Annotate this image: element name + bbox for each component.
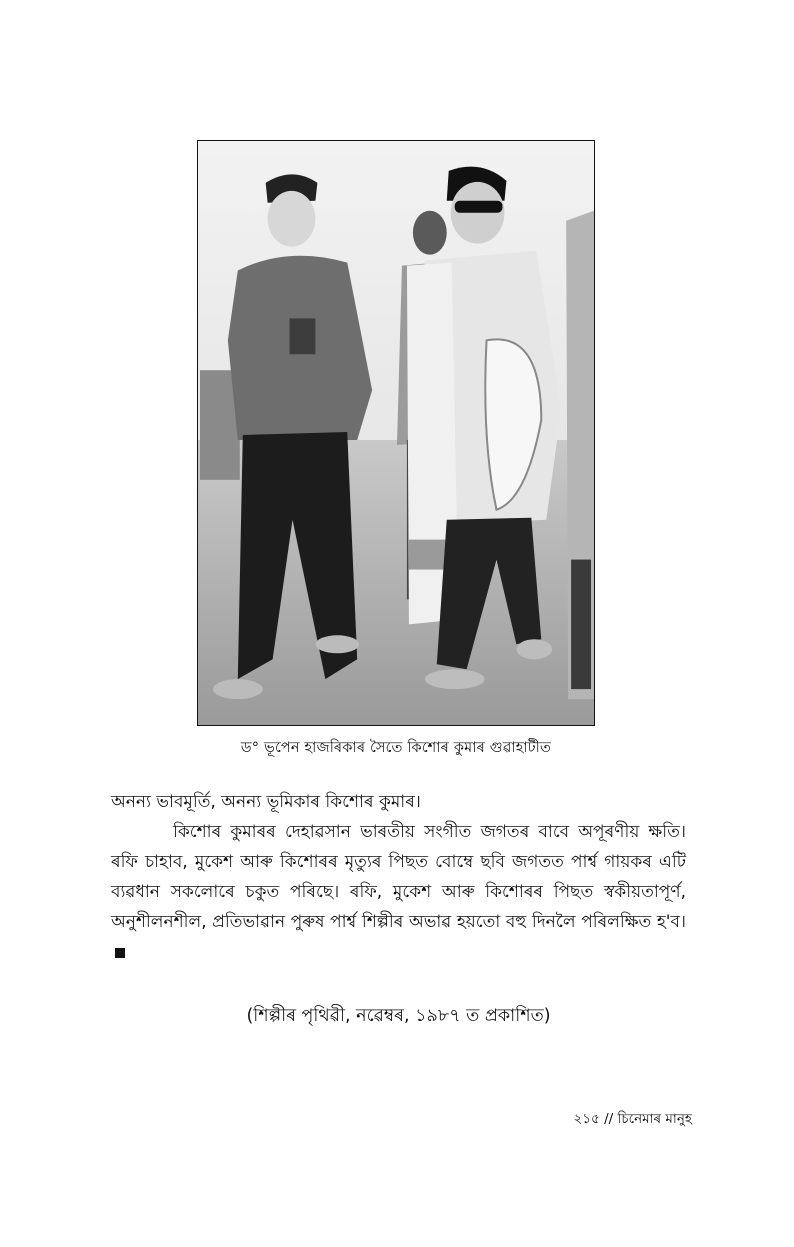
background-man-right — [566, 211, 594, 699]
archival-photograph — [197, 140, 595, 726]
paragraph-main-text: কিশোৰ কুমাৰৰ দেহাৱসান ভাৰতীয় সংগীত জগতৰ বাবে অপূৰণীয় ক্ষতি। ৰফি চাহাব, মুকেশ আৰু কিশোৰৰ মৃত্যুৰ পিছত বোম্বে ছবি জগতত পাৰ্শ্ব গায়কৰ এটি ব্যৱধান সকলোৰে চকুত পৰিছে। ৰফি, মুকেশ আৰু কিশোৰৰ পিছত স্বকীয়তাপূৰ্ণ, অনুশীলনশীল, প্ৰতিভাৱান পুৰুষ পাৰ্শ্ব শিল্পীৰ অভাৱ হয়তো বহু দিনলৈ পৰিলক্ষিত হ'ব। — [111, 822, 686, 932]
publication-source-note: (শিল্পীৰ পৃথিৱী, নৱেম্বৰ, ১৯৮৭ ত প্ৰকাশিত) — [246, 1006, 551, 1026]
paragraph-main — [111, 817, 686, 967]
end-of-article-mark — [115, 948, 125, 958]
photo-caption: ড° ভূপেন হাজৰিকাৰ সৈতে কিশোৰ কুমাৰ গুৱাহাটীত — [240, 740, 552, 756]
photo-illustration — [198, 141, 594, 725]
paragraph-intro: অনন্য ভাবমূৰ্তি, অনন্য ভূমিকাৰ কিশোৰ কুমাৰ। — [111, 792, 421, 812]
page-footer: ২১৫ // চিনেমাৰ মানুহ — [573, 1111, 692, 1127]
